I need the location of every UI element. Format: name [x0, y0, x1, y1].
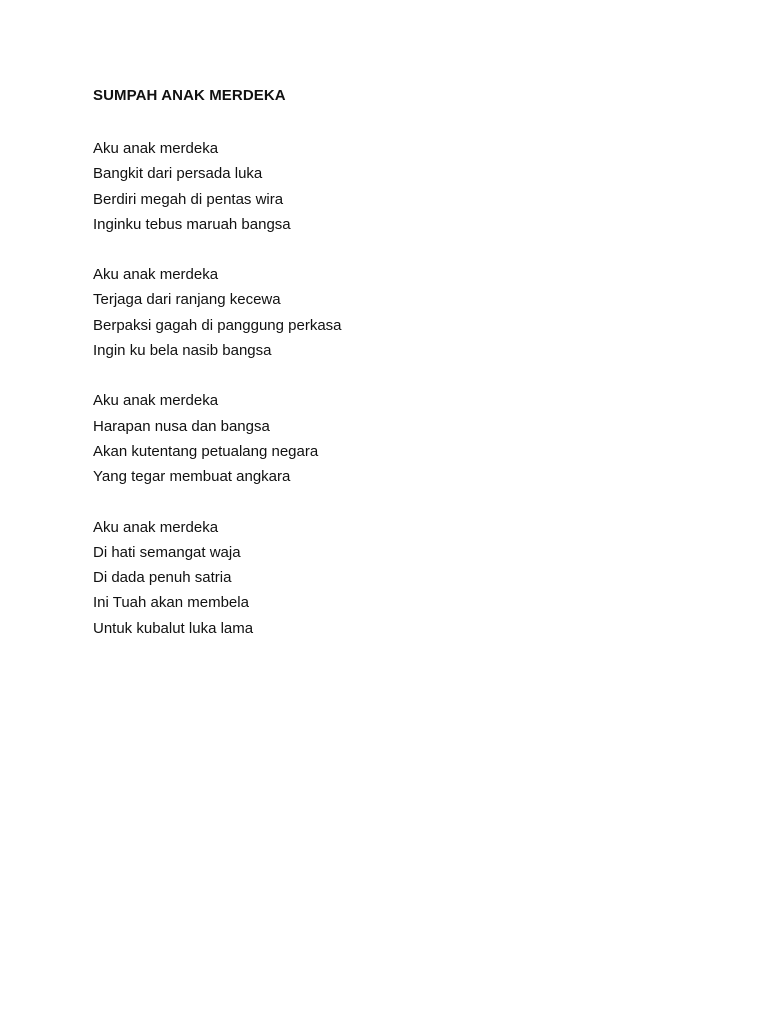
poem-line: Di hati semangat waja: [93, 543, 241, 561]
poem-line: Akan kutentang petualang negara: [93, 442, 319, 460]
poem-line: Berdiri megah di pentas wira: [93, 190, 284, 208]
poem-line: Berpaksi gagah di panggung perkasa: [93, 316, 342, 334]
stanza-1: [93, 136, 693, 237]
poem-line: Untuk kubalut luka lama: [93, 619, 254, 637]
poem-line: Terjaga dari ranjang kecewa: [93, 291, 281, 309]
poem-title: SUMPAH ANAK MERDEKA: [93, 87, 286, 104]
poem-line: Aku anak merdeka: [93, 140, 219, 157]
poem-line: Bangkit dari persada luka: [93, 165, 263, 183]
stanza-4: [93, 515, 693, 641]
poem-line: Yang tegar membuat angkara: [93, 468, 291, 486]
stanza-2: [93, 262, 693, 363]
poem-line: Aku anak merdeka: [93, 392, 219, 410]
poem-line: Inginku tebus maruah bangsa: [93, 215, 291, 233]
poem-line: Ini Tuah akan membela: [93, 594, 249, 612]
poem-line: Aku anak merdeka: [93, 266, 219, 284]
stanza-3: [93, 388, 693, 489]
poem-line: Aku anak merdeka: [93, 518, 219, 536]
poem-line: Di dada penuh satria: [93, 569, 232, 587]
document-page: [93, 86, 693, 666]
poem-line: Ingin ku bela nasib bangsa: [93, 342, 272, 360]
poem-line: Harapan nusa dan bangsa: [93, 417, 270, 435]
